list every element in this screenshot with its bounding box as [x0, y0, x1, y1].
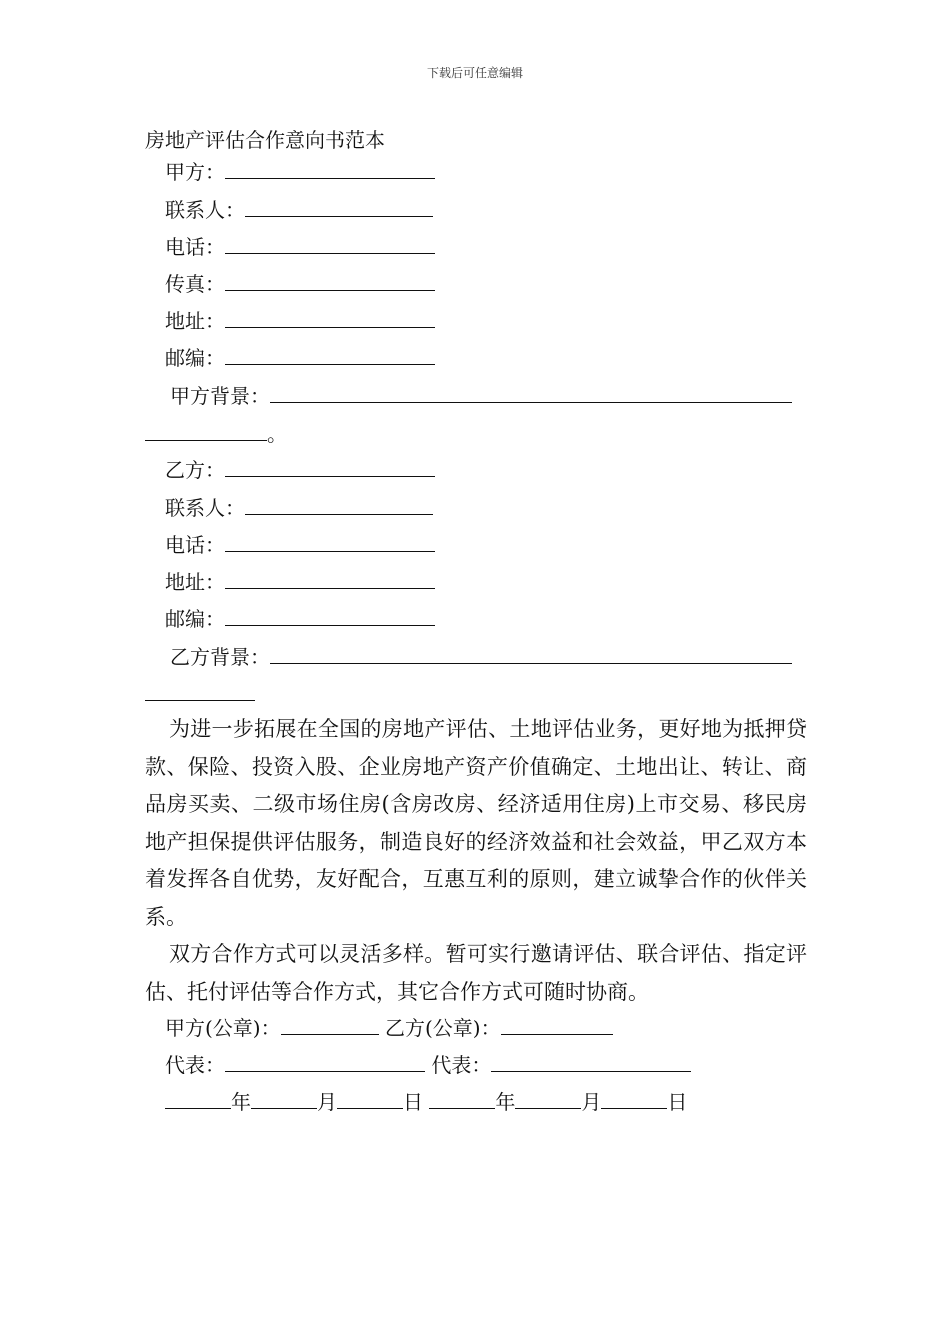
date-a-day-label: 日: [403, 1090, 423, 1114]
party-b-phone-row: [165, 531, 435, 559]
party-b-contact-blank[interactable]: [245, 494, 433, 515]
party-b-phone-label: 电话：: [165, 533, 225, 557]
seal-row: [165, 1014, 613, 1042]
party-a-address-label: 地址：: [165, 309, 225, 333]
rep-a-blank[interactable]: [225, 1051, 425, 1072]
party-b-background-row: [170, 643, 792, 671]
party-b-postcode-blank[interactable]: [225, 605, 435, 626]
paragraph-cooperation: 双方合作方式可以灵活多样。暂可实行邀请评估、联合评估、指定评估、托付评估等合作方式，其它合作方式可随时协商。: [145, 942, 807, 1004]
seal-b-label: 乙方(公章)：: [384, 1016, 501, 1040]
party-a-background-row: [170, 382, 792, 410]
party-a-background-continuation: [145, 420, 287, 448]
paragraph-purpose: 为进一步拓展在全国的房地产评估、土地评估业务，更好地为抵押贷款、保险、投资入股、企业房地产资产价值确定、土地出让、转让、商品房买卖、二级市场住房(含房改房、经济适用住房)上市交易、移民房地产担保提供评估服务，制造良好的经济效益和社会效益，甲乙双方本着发挥各自优势，友好配合，互惠互利的原则，建立诚挚合作的伙伴关系。: [145, 717, 807, 929]
party-a-name-row: [165, 158, 435, 186]
party-b-name-label: 乙方：: [165, 458, 225, 482]
date-b-year-label: 年: [495, 1090, 516, 1114]
party-a-contact-label: 联系人：: [165, 198, 245, 222]
date-a-year-blank[interactable]: [165, 1088, 231, 1109]
seal-b-blank[interactable]: [501, 1014, 613, 1035]
date-a-month-blank[interactable]: [251, 1088, 317, 1109]
party-a-background-blank[interactable]: [270, 382, 792, 403]
party-b-address-row: [165, 568, 435, 596]
party-b-name-blank[interactable]: [225, 456, 435, 477]
seal-a-label: 甲方(公章)：: [165, 1016, 281, 1040]
party-a-address-row: [165, 307, 435, 335]
party-b-name-row: [165, 456, 435, 484]
date-b-year-blank[interactable]: [429, 1088, 495, 1109]
party-b-background-label: 乙方背景：: [170, 645, 270, 669]
party-a-name-label: 甲方：: [165, 160, 225, 184]
party-a-phone-blank[interactable]: [225, 233, 435, 254]
date-a-day-blank[interactable]: [337, 1088, 403, 1109]
party-a-contact-blank[interactable]: [245, 196, 433, 217]
party-a-fax-label: 传真：: [165, 272, 225, 296]
rep-a-label: 代表：: [165, 1053, 225, 1077]
document-title: 房地产评估合作意向书范本: [145, 128, 385, 152]
party-b-contact-row: [165, 494, 433, 522]
party-a-postcode-label: 邮编：: [165, 346, 225, 370]
date-b-day-blank[interactable]: [601, 1088, 667, 1109]
party-b-background-blank[interactable]: [270, 643, 792, 664]
date-row: [165, 1088, 687, 1116]
representative-row: [165, 1051, 691, 1079]
party-b-background-blank-2[interactable]: [145, 680, 255, 701]
party-a-postcode-blank[interactable]: [225, 344, 435, 365]
rep-b-label: 代表：: [431, 1053, 492, 1077]
party-a-postcode-row: [165, 344, 435, 372]
date-b-month-blank[interactable]: [515, 1088, 581, 1109]
party-a-fax-blank[interactable]: [225, 270, 435, 291]
seal-a-blank[interactable]: [281, 1014, 379, 1035]
party-b-contact-label: 联系人：: [165, 496, 245, 520]
party-a-background-end: 。: [267, 422, 287, 446]
party-b-address-blank[interactable]: [225, 568, 435, 589]
date-b-month-label: 月: [581, 1090, 602, 1114]
party-a-contact-row: [165, 196, 433, 224]
date-a-year-label: 年: [231, 1090, 251, 1114]
party-a-phone-row: [165, 233, 435, 261]
rep-b-blank[interactable]: [491, 1051, 691, 1072]
party-b-postcode-row: [165, 605, 435, 633]
party-b-postcode-label: 邮编：: [165, 607, 225, 631]
party-b-phone-blank[interactable]: [225, 531, 435, 552]
date-b-day-label: 日: [667, 1090, 688, 1114]
party-a-background-label: 甲方背景：: [170, 384, 270, 408]
party-b-background-continuation: [145, 680, 255, 708]
header-note: 下载后可任意编辑: [426, 66, 523, 80]
party-b-address-label: 地址：: [165, 570, 225, 594]
party-a-name-blank[interactable]: [225, 158, 435, 179]
party-a-address-blank[interactable]: [225, 307, 435, 328]
party-a-background-blank-2[interactable]: [145, 420, 267, 441]
date-a-month-label: 月: [317, 1090, 337, 1114]
party-a-fax-row: [165, 270, 435, 298]
party-a-phone-label: 电话：: [165, 235, 225, 259]
